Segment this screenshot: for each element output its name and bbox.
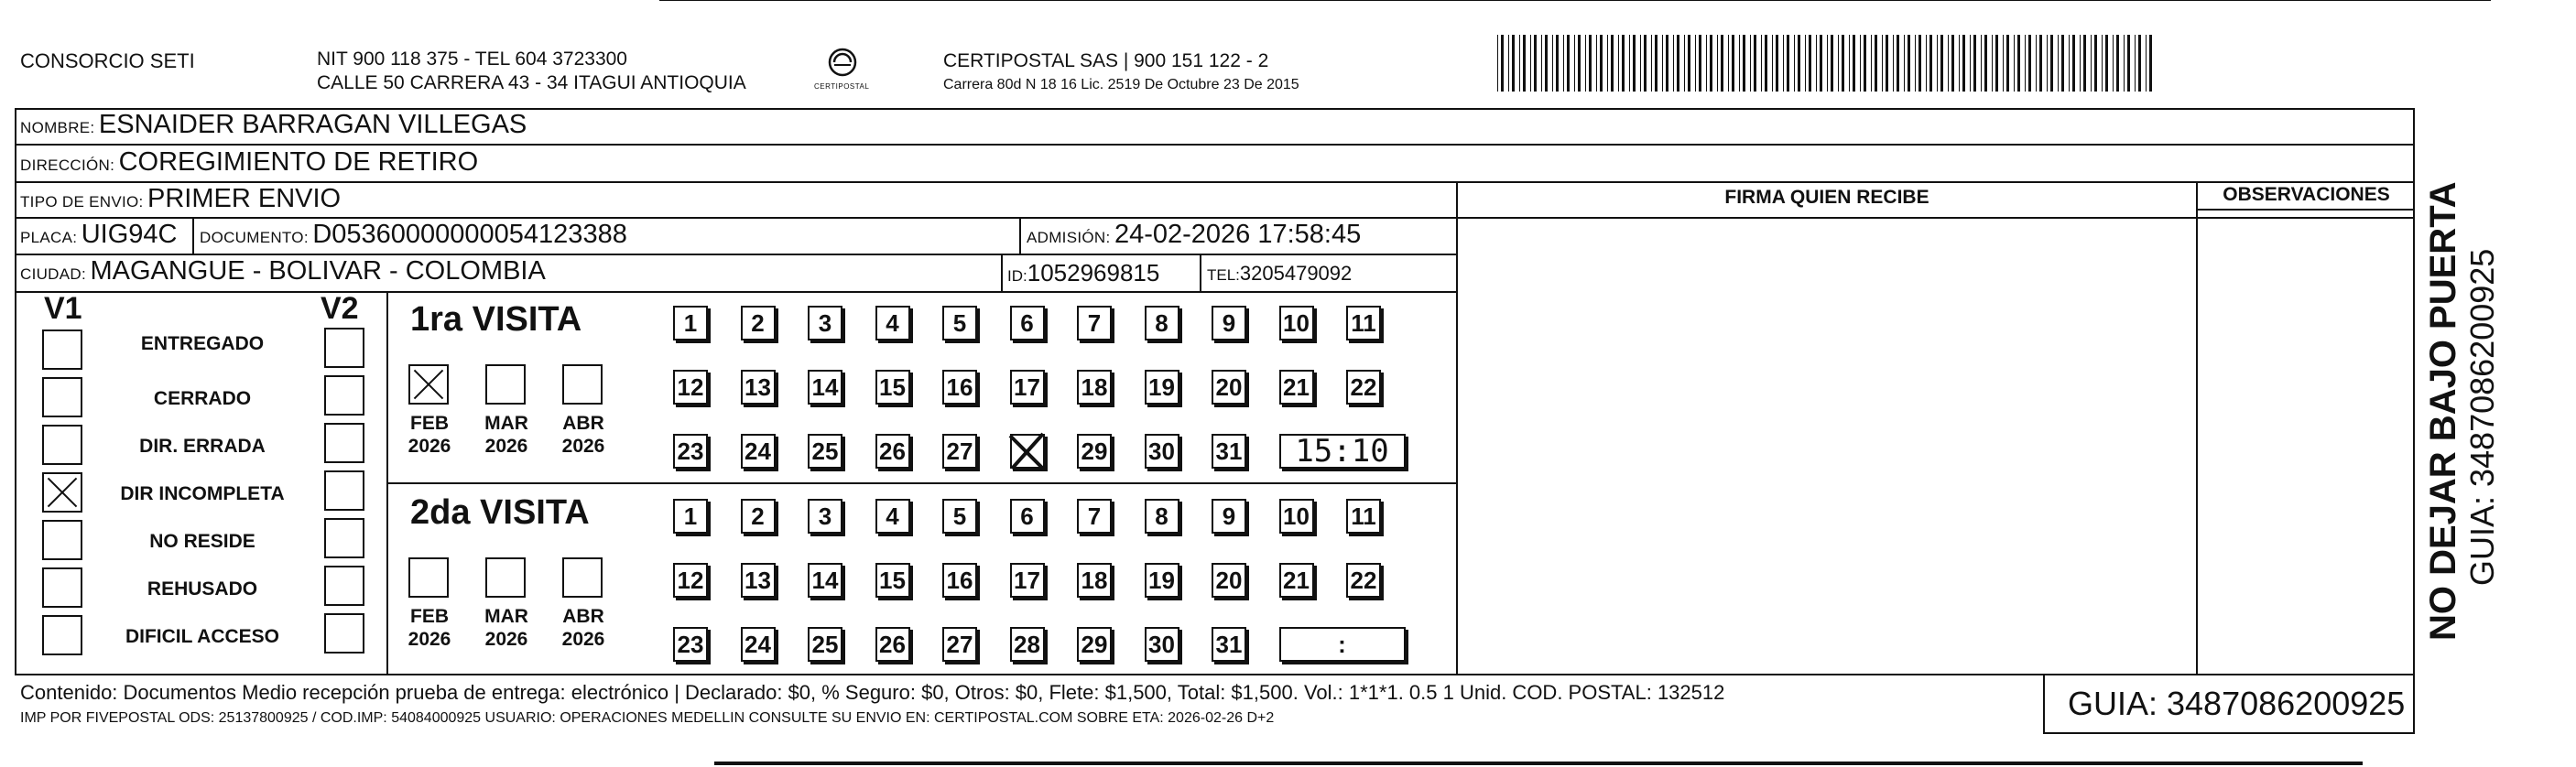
barcode-bar (2127, 35, 2130, 92)
barcode-bar (1864, 35, 1866, 92)
barcode-bar (1710, 35, 1712, 92)
tel-value: 3205479092 (1239, 262, 1353, 285)
barcode-bar (1695, 35, 1696, 92)
cell-divider (1019, 217, 1021, 254)
barcode-bar (2116, 35, 2119, 92)
day-box[interactable]: 28 (1010, 627, 1045, 662)
side-text (2422, 128, 2514, 641)
barcode-bar (2050, 35, 2053, 92)
day-box[interactable] (1010, 434, 1045, 469)
day-box[interactable]: 18 (1077, 370, 1112, 405)
bottom-edge-line (714, 762, 2363, 765)
placa-value: UIG94C (81, 220, 178, 249)
day-box[interactable]: 12 (673, 563, 708, 598)
month-label (397, 605, 462, 651)
barcode-bar (1798, 35, 1800, 92)
day-box[interactable]: 11 (1346, 499, 1381, 534)
nombre-row (20, 110, 527, 140)
nit-line: NIT 900 118 375 - TEL 604 3723300 (317, 49, 627, 70)
visit-time[interactable]: : (1279, 627, 1406, 662)
certipostal-logo (814, 46, 870, 97)
month-checkbox[interactable] (562, 364, 603, 405)
day-box[interactable]: 6 (1010, 306, 1045, 340)
admision-cell (1027, 220, 1361, 250)
barcode-bar (1567, 35, 1570, 92)
month-name: MAR (484, 606, 528, 627)
barcode-bar (1962, 35, 1965, 92)
day-box[interactable]: 4 (875, 499, 910, 534)
v1-checkbox[interactable] (42, 615, 82, 655)
nombre-label: NOMBRE: (20, 119, 95, 136)
visit-title: 2da VISITA (410, 493, 590, 532)
barcode-bar (1849, 35, 1850, 92)
reason-label: CERRADO (153, 388, 252, 409)
day-box[interactable]: 14 (808, 370, 842, 405)
barcode-bar (1754, 35, 1756, 92)
barcode-bar (2149, 35, 2152, 92)
reason-label: REHUSADO (147, 578, 258, 600)
barcode-bar (1600, 35, 1603, 92)
day-box[interactable]: 19 (1145, 563, 1179, 598)
barcode-bar (1937, 35, 1938, 92)
day-box[interactable]: 1 (673, 499, 708, 534)
tel-label: TEL: (1207, 266, 1240, 284)
barcode-bar (1717, 35, 1718, 92)
barcode-bar (1596, 35, 1597, 92)
month-year: 2026 (561, 436, 605, 457)
barcode-bar (1875, 35, 1877, 92)
month-year: 2026 (484, 436, 528, 457)
day-box[interactable]: 2 (741, 499, 776, 534)
month-name: ABR (562, 413, 604, 434)
day-box[interactable]: 10 (1279, 306, 1314, 340)
barcode-bar (2017, 35, 2020, 92)
barcode-bar (2039, 35, 2042, 92)
row-divider (15, 217, 2415, 219)
barcode-bar (1501, 35, 1504, 92)
day-box[interactable]: 22 (1346, 563, 1381, 598)
direccion-label: DIRECCIÓN: (20, 157, 115, 174)
month-year: 2026 (408, 436, 451, 457)
barcode-bar (2058, 35, 2059, 92)
barcode-bar (1761, 35, 1762, 92)
day-box[interactable]: 15 (875, 370, 910, 405)
visit-divider (386, 482, 1456, 484)
day-box[interactable]: 11 (1346, 306, 1381, 340)
barcode-bar (1556, 35, 1559, 92)
tipo-envio-value: PRIMER ENVIO (147, 184, 342, 213)
v1-checkbox[interactable] (42, 567, 82, 608)
day-box[interactable]: 5 (942, 306, 977, 340)
day-box[interactable]: 2 (741, 306, 776, 340)
barcode-bar (1523, 35, 1526, 92)
barcode-bar (1684, 35, 1685, 92)
month-year: 2026 (408, 629, 451, 650)
day-box[interactable]: 3 (808, 306, 842, 340)
barcode-bar (1827, 35, 1828, 92)
barcode-bar (1981, 35, 1982, 92)
direccion-value: COREGIMIENTO DE RETIRO (118, 147, 479, 177)
day-box[interactable]: 29 (1077, 627, 1112, 662)
barcode-bar (1842, 35, 1844, 92)
day-box[interactable]: 30 (1145, 434, 1179, 469)
v1-checkbox[interactable] (42, 472, 82, 513)
day-box[interactable]: 17 (1010, 370, 1045, 405)
ciudad-label: CIUDAD: (20, 265, 86, 283)
row-divider (15, 291, 1457, 293)
barcode-bar (1673, 35, 1674, 92)
barcode-bar (1992, 35, 1993, 92)
barcode-bar (1497, 35, 1498, 92)
day-box[interactable]: 7 (1077, 499, 1112, 534)
barcode-bar (1973, 35, 1976, 92)
day-box[interactable]: 23 (673, 434, 708, 469)
v1-label: V1 (44, 291, 82, 326)
day-box[interactable]: 6 (1010, 499, 1045, 534)
month-checkbox[interactable] (485, 557, 526, 598)
barcode-bar (1871, 35, 1872, 92)
v2-checkbox[interactable] (324, 470, 364, 511)
cell-divider (192, 217, 194, 254)
barcode-bar (1750, 35, 1751, 92)
barcode-bar (1699, 35, 1701, 92)
barcode-bar (1512, 35, 1515, 92)
barcode-bar (1545, 35, 1548, 92)
day-box[interactable]: 9 (1212, 499, 1246, 534)
day-box[interactable]: 30 (1145, 627, 1179, 662)
day-box[interactable]: 16 (942, 370, 977, 405)
day-box[interactable]: 7 (1077, 306, 1112, 340)
v2-checkbox[interactable] (324, 423, 364, 463)
v2-checkbox[interactable] (324, 566, 364, 606)
visit-title: 1ra VISITA (410, 300, 582, 339)
barcode-bar (1816, 35, 1817, 92)
placa-cell (20, 220, 178, 250)
barcode-bar (1530, 35, 1531, 92)
day-box[interactable]: 17 (1010, 563, 1045, 598)
barcode-bar (2025, 35, 2026, 92)
day-box[interactable]: 14 (808, 563, 842, 598)
barcode-bar (1743, 35, 1745, 92)
v1-checkbox[interactable] (42, 377, 82, 417)
row-divider (15, 254, 1457, 255)
barcode-bar (2069, 35, 2070, 92)
month-year: 2026 (484, 629, 528, 650)
visit-time[interactable]: 15:10 (1279, 434, 1406, 469)
day-box[interactable]: 25 (808, 627, 842, 662)
barcode-bar (1809, 35, 1811, 92)
barcode-bar (2105, 35, 2108, 92)
barcode-bar (1908, 35, 1910, 92)
address-line: CALLE 50 CARRERA 43 - 34 ITAGUI ANTIOQUIA (317, 72, 746, 93)
barcode-bar (1948, 35, 1949, 92)
barcode-bar (1651, 35, 1652, 92)
barcode-bar (1640, 35, 1641, 92)
barcode-bar (1882, 35, 1883, 92)
month-year: 2026 (561, 629, 605, 650)
barcode-bar (2061, 35, 2064, 92)
barcode-bar (1897, 35, 1899, 92)
barcode-bar (1915, 35, 1916, 92)
month-checkbox[interactable] (562, 557, 603, 598)
barcode-bar (1677, 35, 1679, 92)
id-label: ID: (1007, 267, 1027, 285)
month-name: FEB (410, 606, 449, 627)
day-box[interactable]: 31 (1212, 627, 1246, 662)
footer-imp: IMP POR FIVEPOSTAL ODS: 25137800925 / COD.IMP: 54084000925 USUARIO: OPERACIONES MEDELLIN CONSULTE SU ENVIO EN: CERTIPOSTAL.COM SOBRE ETA: 2026-02-26 D+2 (20, 710, 1275, 726)
barcode-bar (1820, 35, 1822, 92)
barcode-bar (1629, 35, 1630, 92)
observaciones-header: OBSERVACIONES (2223, 184, 2390, 205)
barcode-bar (2014, 35, 2015, 92)
barcode-bar (1940, 35, 1943, 92)
barcode-bar (1794, 35, 1795, 92)
day-box[interactable]: 27 (942, 434, 977, 469)
barcode-bar (1706, 35, 1707, 92)
admision-value: 24-02-2026 17:58:45 (1114, 220, 1362, 249)
tipo-envio-label: TIPO DE ENVIO: (20, 193, 144, 211)
barcode-bar (1662, 35, 1663, 92)
barcode-bar (1534, 35, 1537, 92)
barcode-bar (1578, 35, 1581, 92)
barcode-bar (2006, 35, 2009, 92)
barcode-bar (1783, 35, 1784, 92)
footer-contenido: Contenido: Documentos Medio recepción prueba de entrega: electrónico | Declarado: $0, % Seguro: $0, Otros: $0, Flete: $1,500, Total: $1,500. Vol.: 1*1*1. 0.5 1 Unid. COD. POSTAL: 132512 (20, 681, 1725, 704)
admision-label: ADMISIÓN: (1027, 229, 1111, 246)
day-box[interactable]: 26 (875, 627, 910, 662)
barcode-bar (2036, 35, 2037, 92)
row-divider (2196, 209, 2415, 211)
barcode-bar (1622, 35, 1625, 92)
barcode (1497, 35, 2157, 93)
reason-label: NO RESIDE (149, 531, 255, 552)
cell-divider (1001, 254, 1003, 291)
day-box[interactable]: 10 (1279, 499, 1314, 534)
barcode-bar (1589, 35, 1592, 92)
company-name: CONSORCIO SETI (20, 49, 195, 72)
barcode-bar (2113, 35, 2114, 92)
month-label (474, 605, 538, 651)
day-box[interactable]: 8 (1145, 306, 1179, 340)
day-box[interactable]: 27 (942, 627, 977, 662)
day-box[interactable]: 1 (673, 306, 708, 340)
day-box[interactable]: 13 (741, 370, 776, 405)
day-box[interactable]: 13 (741, 563, 776, 598)
certipostal-line: CERTIPOSTAL SAS | 900 151 122 - 2 (943, 50, 1269, 71)
day-box[interactable]: 24 (741, 627, 776, 662)
day-box[interactable]: 21 (1279, 563, 1314, 598)
barcode-bar (2072, 35, 2075, 92)
v2-label: V2 (321, 291, 359, 326)
v1-checkbox[interactable] (42, 329, 82, 370)
month-name: FEB (410, 413, 449, 434)
day-box[interactable]: 29 (1077, 434, 1112, 469)
v1-checkbox[interactable] (42, 520, 82, 560)
barcode-bar (2028, 35, 2031, 92)
barcode-bar (1929, 35, 1932, 92)
month-label (551, 605, 615, 651)
day-box[interactable]: 15 (875, 563, 910, 598)
barcode-bar (1688, 35, 1690, 92)
day-box[interactable]: 4 (875, 306, 910, 340)
barcode-bar (1918, 35, 1921, 92)
day-box[interactable]: 18 (1077, 563, 1112, 598)
barcode-bar (1728, 35, 1729, 92)
barcode-bar (1959, 35, 1960, 92)
x-mark-icon (1005, 428, 1050, 474)
barcode-bar (2083, 35, 2086, 92)
barcode-bar (1853, 35, 1855, 92)
placa-label: PLACA: (20, 229, 78, 246)
documento-label: DOCUMENTO: (200, 229, 309, 246)
column-divider (2196, 181, 2198, 674)
day-box[interactable]: 22 (1346, 370, 1381, 405)
month-label (474, 412, 538, 458)
barcode-bar (2102, 35, 2103, 92)
barcode-bar (1655, 35, 1658, 92)
barcode-bar (2138, 35, 2141, 92)
month-checkbox[interactable] (408, 557, 449, 598)
cell-divider (1200, 254, 1201, 291)
barcode-bar (1607, 35, 1608, 92)
month-checkbox[interactable] (485, 364, 526, 405)
barcode-bar (2003, 35, 2004, 92)
month-label (551, 412, 615, 458)
day-box[interactable]: 8 (1145, 499, 1179, 534)
barcode-bar (2047, 35, 2048, 92)
barcode-bar (1552, 35, 1553, 92)
id-cell (1007, 259, 1159, 287)
barcode-bar (1541, 35, 1542, 92)
direccion-row (20, 147, 478, 178)
day-box[interactable]: 12 (673, 370, 708, 405)
v2-checkbox[interactable] (324, 613, 364, 654)
v2-checkbox[interactable] (324, 518, 364, 558)
v1-checkbox[interactable] (42, 425, 82, 465)
v2-checkbox[interactable] (324, 328, 364, 368)
barcode-bar (1860, 35, 1861, 92)
reason-label: DIR. ERRADA (139, 436, 266, 457)
reason-label: DIR INCOMPLETA (120, 483, 285, 504)
nombre-value: ESNAIDER BARRAGAN VILLEGAS (98, 110, 527, 139)
barcode-bar (1732, 35, 1734, 92)
day-box[interactable]: 20 (1212, 563, 1246, 598)
row-divider (15, 144, 2415, 146)
barcode-bar (1519, 35, 1520, 92)
month-label (397, 412, 462, 458)
barcode-bar (2135, 35, 2136, 92)
barcode-bar (1611, 35, 1614, 92)
day-box[interactable]: 20 (1212, 370, 1246, 405)
day-box[interactable]: 31 (1212, 434, 1246, 469)
barcode-bar (1618, 35, 1619, 92)
tel-cell (1207, 262, 1352, 286)
day-box[interactable]: 25 (808, 434, 842, 469)
barcode-bar (1776, 35, 1778, 92)
barcode-bar (1970, 35, 1971, 92)
reason-label: DIFICIL ACCESO (125, 626, 279, 647)
barcode-bar (1984, 35, 1987, 92)
day-box[interactable]: 21 (1279, 370, 1314, 405)
day-box[interactable]: 23 (673, 627, 708, 662)
logo-text: CERTIPOSTAL (814, 82, 870, 91)
id-value: 1052969815 (1027, 259, 1160, 286)
day-box[interactable]: 26 (875, 434, 910, 469)
license-line: Carrera 80d N 18 16 Lic. 2519 De Octubre 23 De 2015 (943, 77, 1299, 92)
documento-value: D05360000000054123388 (312, 220, 627, 249)
tipo-envio-row (20, 184, 341, 214)
barcode-bar (1739, 35, 1740, 92)
side-guia: GUIA: 3487086200925 (2463, 248, 2501, 586)
barcode-bar (1772, 35, 1773, 92)
barcode-bar (1508, 35, 1509, 92)
barcode-bar (1633, 35, 1636, 92)
day-box[interactable]: 5 (942, 499, 977, 534)
barcode-bar (2080, 35, 2081, 92)
month-name: MAR (484, 413, 528, 434)
ciudad-cell (20, 256, 546, 286)
barcode-bar (1644, 35, 1647, 92)
barcode-bar (1831, 35, 1833, 92)
barcode-bar (1838, 35, 1839, 92)
barcode-bar (1721, 35, 1723, 92)
barcode-bar (1805, 35, 1806, 92)
v2-checkbox[interactable] (324, 375, 364, 416)
side-warning: NO DEJAR BAJO PUERTA (2423, 181, 2463, 641)
barcode-bar (2094, 35, 2097, 92)
day-box[interactable]: 3 (808, 499, 842, 534)
month-name: ABR (562, 606, 604, 627)
barcode-bar (2091, 35, 2092, 92)
barcode-bar (2124, 35, 2125, 92)
barcode-bar (1666, 35, 1668, 92)
barcode-bar (1765, 35, 1767, 92)
barcode-bar (1951, 35, 1954, 92)
barcode-bar (1574, 35, 1575, 92)
barcode-bar (1904, 35, 1905, 92)
documento-cell (200, 220, 627, 250)
ciudad-value: MAGANGUE - BOLIVAR - COLOMBIA (90, 256, 546, 286)
footer-guia: GUIA: 3487086200925 (2068, 685, 2406, 722)
day-box[interactable]: 16 (942, 563, 977, 598)
barcode-bar (1563, 35, 1564, 92)
reason-label: ENTREGADO (140, 333, 265, 354)
day-box[interactable]: 19 (1145, 370, 1179, 405)
month-checkbox[interactable] (408, 364, 449, 405)
barcode-bar (1787, 35, 1789, 92)
day-box[interactable]: 24 (741, 434, 776, 469)
top-edge-line (659, 0, 2491, 1)
barcode-bar (1926, 35, 1927, 92)
barcode-bar (1585, 35, 1586, 92)
barcode-bar (2146, 35, 2147, 92)
barcode-bar (1995, 35, 1998, 92)
firma-header: FIRMA QUIEN RECIBE (1724, 187, 1929, 208)
barcode-bar (1886, 35, 1888, 92)
column-divider (1456, 181, 1458, 674)
day-box[interactable]: 9 (1212, 306, 1246, 340)
row-divider (15, 181, 2415, 183)
barcode-bar (1893, 35, 1894, 92)
